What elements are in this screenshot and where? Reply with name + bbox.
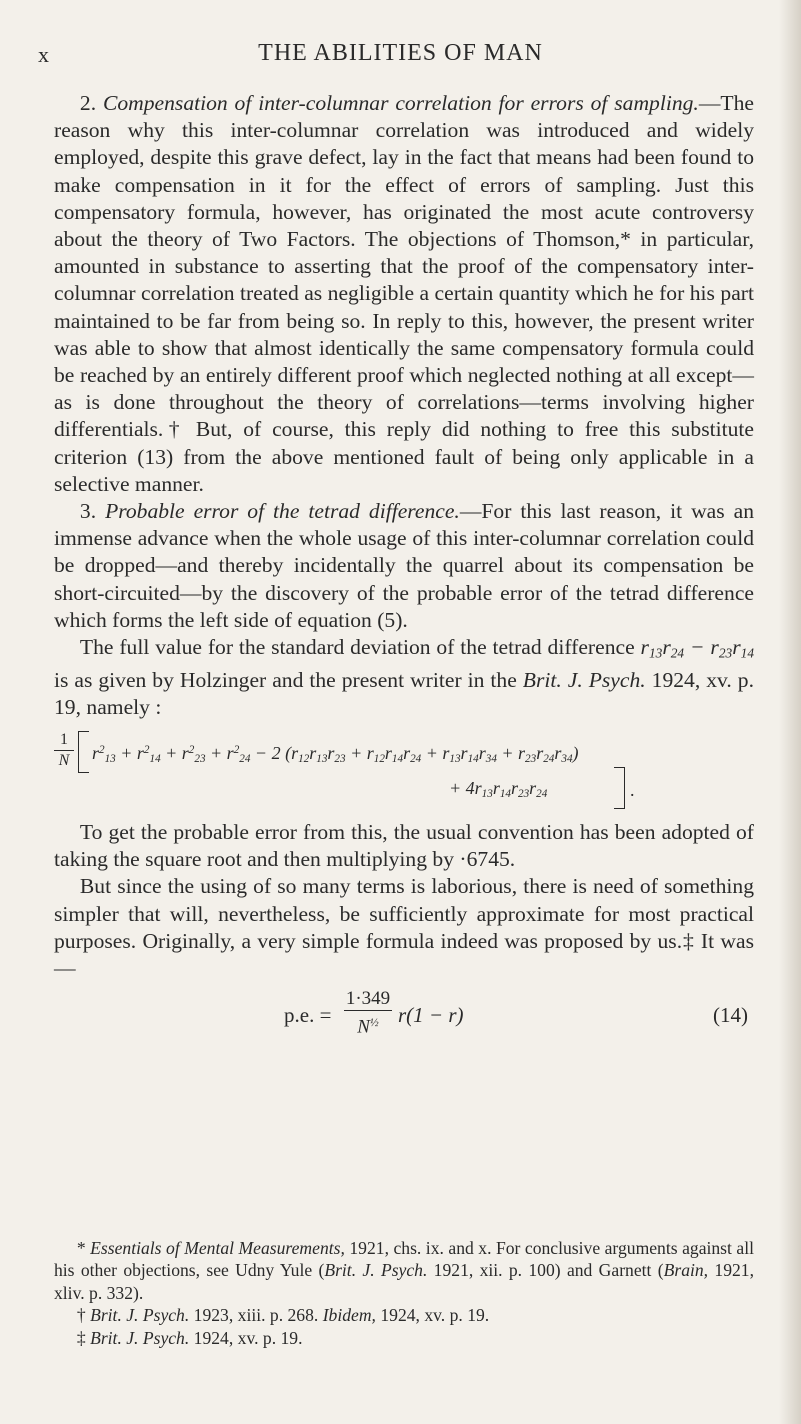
- footnote: * Essentials of Mental Measurements, 1921, chs. ix. and x. For conclusive arguments against all his other objections, see Udny Yule (Brit. J. Psych. 1921, xii. p. 100) and Garnett (Brain, 1921, xliv. p. 332).: [54, 1238, 754, 1303]
- running-title: THE ABILITIES OF MAN: [258, 40, 543, 66]
- section-number: 2.: [79, 91, 97, 115]
- footnotes: [54, 1237, 754, 1349]
- section-heading: Probable error of the tetrad difference.: [105, 499, 460, 524]
- formula-line-2: + $4r_{13}r_{14}r_{23}r_{24}$: [449, 778, 548, 800]
- formula-standard-deviation: 1 N $r^2_{13} + r^2_{14} + r^2_{23} + r^2_{24} - 2$ $(r_{12}r_{13}r_{23} + r_{12}r_{14}r_{24} + r_{13}r_{14}r_{34} + r_{23}r_{24}r_{34})$ + $4r_{13}r_{14}r_{23}r_{24}$ .: [54, 731, 754, 819]
- tetrad-expression: $r_{13}r_{24} - r_{23}r_{14}$: [640, 635, 754, 661]
- main-text: [54, 90, 754, 1046]
- page-edge-shadow: [779, 0, 801, 1424]
- paragraph-simpler-formula: But since the using of so many terms is laborious, there is need of something simpler that will, nevertheless, be sufficiently approximate for most practical purposes. Originally, a very simple formula indeed was proposed by us.‡ It was—: [54, 874, 754, 981]
- paragraph-standard-deviation: The full value for the standard deviation of the tetrad difference $r_{13}r_{24} - r_{23}r_{14}$ is as given by Holzinger and the present writer in the Brit. J. Psych. 1924, xv. p. 19, namely :: [54, 635, 754, 719]
- paragraph-compensation: [54, 90, 754, 498]
- formula-fraction: 1·349 $N^{\frac{1}{2}}$: [345, 988, 391, 1038]
- paragraph-probable-error-conversion: To get the probable error from this, the usual convention has been adopted of taking the square root and then multiplying by ·6745.: [54, 820, 754, 872]
- formula-14: p.e. = 1·349 $N^{\frac{1}{2}}$ r(1 − r) (14): [284, 988, 748, 1038]
- section-number: 3.: [79, 499, 97, 524]
- footnote: ‡ Brit. J. Psych. 1924, xv. p. 19.: [76, 1327, 303, 1348]
- journal-ref: Brit. J. Psych.: [522, 667, 646, 692]
- paragraph-text: —The reason why this inter-columnar correlation was introduced and widely employed, despite this grave defect, lay in the fact that means had been found to make compensation in it for the effect of errors of sampling. Just this compensatory formula, however, has originated the most acute controversy about the theory of Two Factors. The objections of Thomson,* in particular, amounted in substance to asserting that the proof of the compensatory inter-columnar correlation treated as negligible a certain quantity which he for his part maintained to be far from being so. In reply to this, however, the present writer was able to show that almost identically the same compensatory formula could be reached by an entirely different proof which neglected nothing at all except—as is done throughout the theory of correlations—terms involving higher differentials.† But, of course, this reply did nothing to free this substitute criterion (13) from the above mentioned fault of being only applicable in a selective manner.: [54, 91, 754, 496]
- page-number: x: [38, 42, 49, 67]
- formula-line-1: $r^2_{13} + r^2_{14} + r^2_{23} + r^2_{24} - 2$ $(r_{12}r_{13}r_{23} + r_{12}r_{14}r_{24} + r_{13}r_{14}r_{34} + r_{23}r_{24}r_{34})$: [92, 743, 579, 765]
- formula-fraction: 1 N: [54, 731, 74, 770]
- page-header: [0, 40, 801, 74]
- equation-number: (14): [713, 1003, 748, 1028]
- left-bracket: [78, 731, 89, 773]
- paragraph-text: —For this last reason, it was an immense advance when the whole usage of this inter-columnar correlation could be dropped—and thereby incidentally the quarrel about its compensation be short-circuited—by the discovery of the probable error of the tetrad difference which forms the left side of equation (5).: [54, 499, 754, 632]
- paragraph-probable-error: [54, 498, 754, 634]
- right-bracket: [614, 767, 625, 809]
- section-heading: Compensation of inter-columnar correlation for errors of sampling.: [102, 91, 699, 115]
- footnote: † Brit. J. Psych. 1923, xiii. p. 268. Ibidem, 1924, xv. p. 19.: [76, 1305, 490, 1326]
